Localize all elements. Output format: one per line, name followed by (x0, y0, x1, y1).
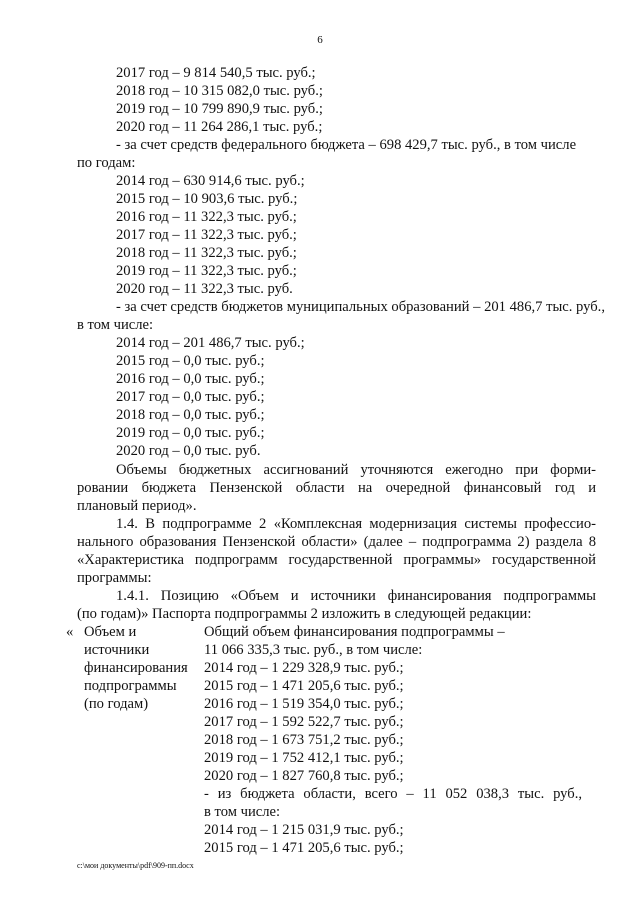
federal-line-2019: 2019 год – 11 322,3 тыс. руб.; (116, 263, 297, 279)
federal-budget-line: - за счет средств федерального бюджета – 698 429,7 тыс. руб., в том числе (116, 137, 577, 153)
federal-line-2014: 2014 год – 630 914,6 тыс. руб.; (116, 173, 305, 189)
federal-line-2016: 2016 год – 11 322,3 тыс. руб.; (116, 209, 297, 225)
table-left-label-2: источники (84, 642, 150, 658)
allocations-paragraph-line-1: Объемы бюджетных ассигнований уточняются ежегодно при форми- (116, 462, 596, 478)
municipal-line-2017: 2017 год – 0,0 тыс. руб.; (116, 389, 265, 405)
table-right-line-3: 2014 год – 1 229 328,9 тыс. руб.; (204, 660, 404, 676)
table-left-label-1: Объем и (84, 624, 137, 640)
page-number: 6 (317, 34, 323, 46)
allocations-paragraph-line-3: плановый период». (77, 498, 197, 514)
file-path-footer: c:\мои документы\pdf\909-пп.docx (77, 861, 194, 870)
table-right-line-6: 2017 год – 1 592 522,7 тыс. руб.; (204, 714, 404, 730)
funding-line-2019: 2019 год – 10 799 890,9 тыс. руб.; (116, 101, 323, 117)
table-right-line-1: Общий объем финансирования подпрограммы – (204, 624, 505, 640)
table-right-line-9: 2020 год – 1 827 760,8 тыс. руб.; (204, 768, 404, 784)
table-left-label-5: (по годам) (84, 696, 149, 712)
funding-line-2018: 2018 год – 10 315 082,0 тыс. руб.; (116, 83, 323, 99)
table-right-line-4: 2015 год – 1 471 205,6 тыс. руб.; (204, 678, 404, 694)
municipal-line-2015: 2015 год – 0,0 тыс. руб.; (116, 353, 265, 369)
section-1-4-1-line-1: 1.4.1. Позицию «Объем и источники финансирования подпрограммы (116, 588, 596, 604)
municipal-budget-line: - за счет средств бюджетов муниципальных образований – 201 486,7 тыс. руб., (116, 299, 605, 315)
section-1-4-line-1: 1.4. В подпрограмме 2 «Комплексная модернизация системы профессио- (116, 516, 596, 532)
federal-line-2017: 2017 год – 11 322,3 тыс. руб.; (116, 227, 297, 243)
table-right-line-11: в том числе: (204, 804, 281, 820)
municipal-line-2016: 2016 год – 0,0 тыс. руб.; (116, 371, 265, 387)
municipal-line-2018: 2018 год – 0,0 тыс. руб.; (116, 407, 265, 423)
federal-line-2015: 2015 год – 10 903,6 тыс. руб.; (116, 191, 298, 207)
municipal-line-2020: 2020 год – 0,0 тыс. руб. (116, 443, 261, 459)
federal-line-2018: 2018 год – 11 322,3 тыс. руб.; (116, 245, 297, 261)
opening-quote: « (66, 624, 74, 640)
funding-line-2017: 2017 год – 9 814 540,5 тыс. руб.; (116, 65, 316, 81)
federal-line-2020: 2020 год – 11 322,3 тыс. руб. (116, 281, 293, 297)
table-left-label-3: финансирования (84, 660, 188, 676)
table-right-line-7: 2018 год – 1 673 751,2 тыс. руб.; (204, 732, 404, 748)
municipal-line-2019: 2019 год – 0,0 тыс. руб.; (116, 425, 265, 441)
table-right-line-12: 2014 год – 1 215 031,9 тыс. руб.; (204, 822, 404, 838)
section-1-4-1-line-2: (по годам)» Паспорта подпрограммы 2 изложить в следующей редакции: (77, 606, 532, 622)
section-1-4-line-2: нального образования Пензенской области» (далее – подпрограмма 2) раздела 8 (77, 534, 596, 550)
table-right-line-10: - из бюджета области, всего – 11 052 038,3 тыс. руб., (204, 786, 582, 802)
municipal-budget-line-cont: в том числе: (77, 317, 154, 333)
table-right-line-5: 2016 год – 1 519 354,0 тыс. руб.; (204, 696, 404, 712)
table-right-line-8: 2019 год – 1 752 412,1 тыс. руб.; (204, 750, 404, 766)
federal-budget-line-cont: по годам: (77, 155, 136, 171)
allocations-paragraph-line-2: ровании бюджета Пензенской области на очередной финансовый год и (77, 480, 596, 496)
table-right-line-2: 11 066 335,3 тыс. руб., в том числе: (204, 642, 423, 658)
section-1-4-line-3: «Характеристика подпрограмм государственной программы» государственной (77, 552, 596, 568)
table-right-line-13: 2015 год – 1 471 205,6 тыс. руб.; (204, 840, 404, 856)
municipal-line-2014: 2014 год – 201 486,7 тыс. руб.; (116, 335, 305, 351)
table-left-label-4: подпрограммы (84, 678, 177, 694)
funding-line-2020: 2020 год – 11 264 286,1 тыс. руб.; (116, 119, 323, 135)
section-1-4-line-4: программы: (77, 570, 152, 586)
